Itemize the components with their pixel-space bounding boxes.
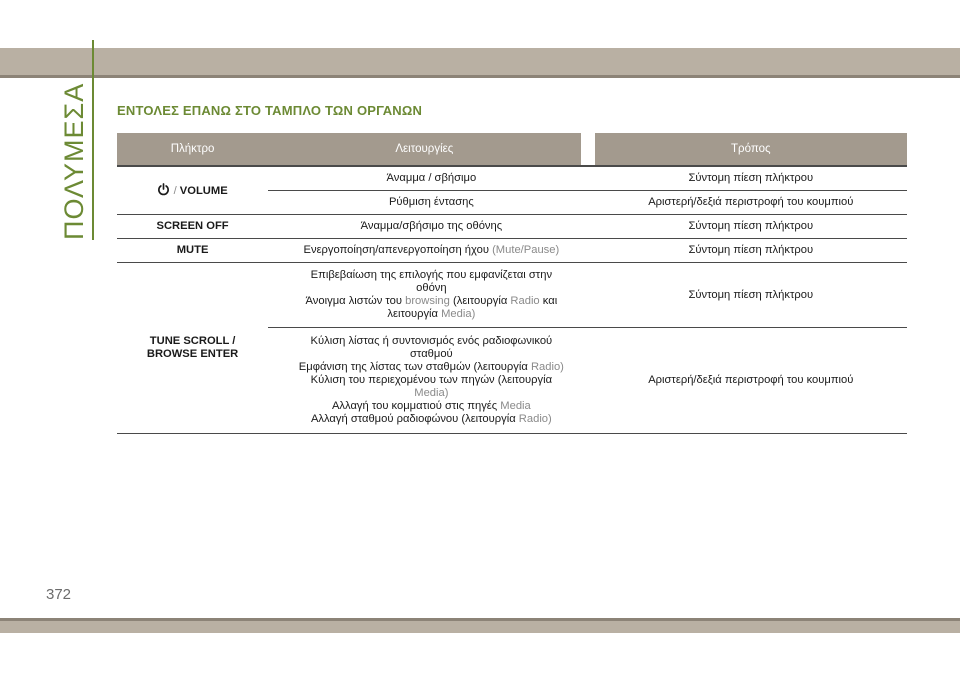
table-row [117, 239, 907, 263]
function-cell [268, 328, 594, 434]
function-line-note: Radio) [518, 413, 552, 425]
function-cell: Άναμμα/σβήσιμο της οθόνης [268, 215, 594, 239]
header-mode: Τρόπος [595, 133, 907, 166]
key-label: VOLUME [179, 185, 228, 197]
function-line: Αλλαγή σταθμού ραδιοφώνου (λειτουργία [310, 413, 516, 425]
page-title: ΕΝΤΟΛΕΣ ΕΠΑΝΩ ΣΤΟ ΤΑΜΠΛΟ ΤΩΝ ΟΡΓΑΝΩΝ [117, 103, 423, 118]
mode-cell: Σύντομη πίεση πλήκτρου [595, 166, 907, 191]
key-separator: / [173, 185, 177, 197]
key-tune-scroll [117, 263, 268, 434]
header-function: Λειτουργίες [268, 133, 580, 166]
function-line: Εμφάνιση της λίστας των σταθμών (λειτουργία [298, 361, 528, 373]
page-number: 372 [46, 586, 72, 603]
function-line: Κύλιση του περιεχομένου των πηγών (λειτουργία [310, 374, 553, 386]
mode-cell: Σύντομη πίεση πλήκτρου [595, 215, 907, 239]
header-rule [0, 75, 960, 78]
key-volume [117, 166, 268, 215]
function-cell [268, 263, 594, 328]
table-row [117, 263, 907, 328]
header-key: Πλήκτρο [117, 133, 268, 166]
mode-cell: Αριστερή/δεξιά περιστροφή του κουμπιού [595, 191, 907, 215]
function-line-note: browsing [405, 295, 450, 307]
function-line-note: Media [500, 400, 531, 412]
function-note: (Mute/Pause) [492, 244, 560, 256]
mode-cell: Σύντομη πίεση πλήκτρου [595, 263, 907, 328]
function-cell: Άναμμα / σβήσιμο [268, 166, 594, 191]
table-row [117, 215, 907, 239]
key-line: TUNE SCROLL / [149, 335, 236, 347]
function-line: Επιβεβαίωση της επιλογής που εμφανίζεται στην [310, 269, 553, 281]
section-side-title: ΠΟΛΥΜΕΣΑ [58, 40, 94, 240]
key-line: BROWSE ENTER [146, 348, 239, 360]
mode-cell: Σύντομη πίεση πλήκτρου [595, 239, 907, 263]
function-line: Αλλαγή του κομματιού στις πηγές [331, 400, 498, 412]
function-line-note: Radio [510, 295, 540, 307]
function-line-note: Media) [441, 308, 476, 320]
function-line-note: Media) [414, 387, 449, 399]
header-band [0, 48, 960, 75]
power-icon [157, 183, 170, 196]
key-mute: MUTE [117, 239, 268, 263]
function-text: Ενεργοποίηση/απενεργοποίηση ήχου [303, 244, 489, 256]
function-line: Άνοιγμα λιστών του [305, 295, 402, 307]
function-line: (λειτουργία [453, 295, 508, 307]
key-screen-off: SCREEN OFF [117, 215, 268, 239]
footer-band [0, 621, 960, 633]
function-line: σταθμού [410, 348, 453, 360]
table-row [117, 166, 907, 191]
function-line: και [542, 295, 558, 307]
top-margin [0, 0, 960, 48]
function-line: οθόνη [416, 282, 447, 294]
function-cell: Ρύθμιση έντασης [268, 191, 594, 215]
function-line-note: Radio) [530, 361, 564, 373]
header-gap [581, 133, 595, 166]
mode-cell: Αριστερή/δεξιά περιστροφή του κουμπιού [595, 328, 907, 434]
controls-table [117, 133, 907, 434]
table-header-row [117, 133, 907, 166]
function-cell [268, 239, 594, 263]
function-line: λειτουργία [387, 308, 438, 320]
function-line: Κύλιση λίστας ή συντονισμός ενός ραδιοφωνικού [310, 335, 553, 347]
